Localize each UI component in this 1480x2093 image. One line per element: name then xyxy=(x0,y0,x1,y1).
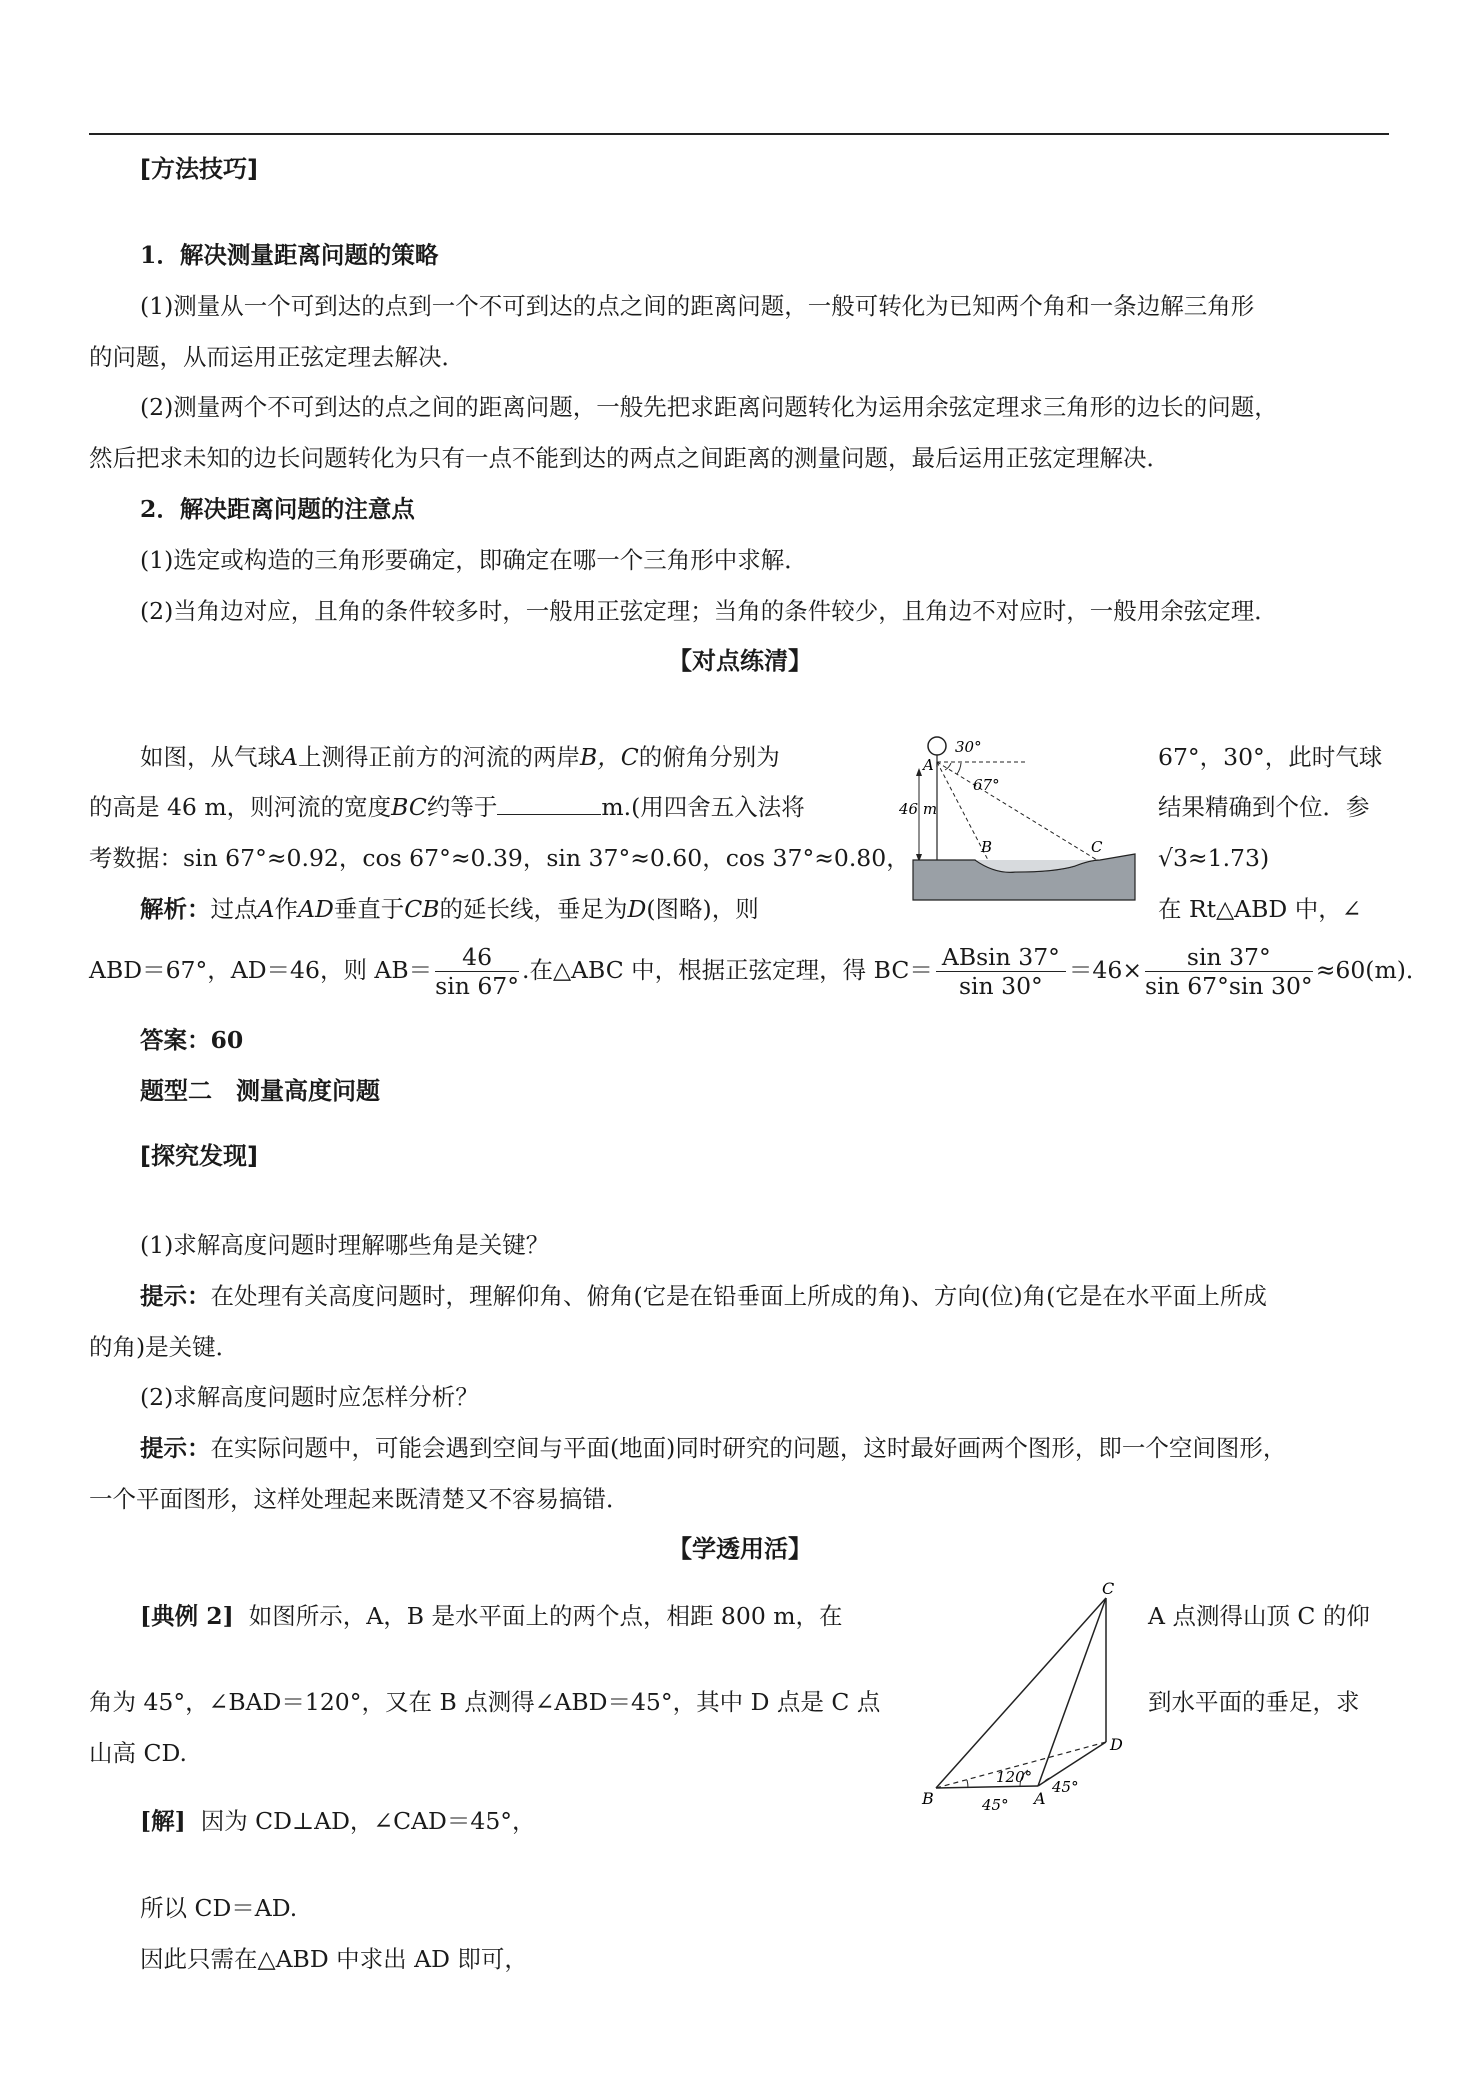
svg-text:B: B xyxy=(981,838,993,856)
practice-line2: 的高是 46 m，则河流的宽度BC约等于 m.(用四舍五入法将 xyxy=(89,793,805,821)
type2-hint1a: 提示：在处理有关高度问题时，理解仰角、俯角(它是在铅垂面上所成的角)、方向(位)角(它是在水平面上所成 xyxy=(140,1282,1267,1310)
practice-line3: 考数据：sin 67°≈0.92，cos 67°≈0.39，sin 37°≈0.60，cos 37°≈0.80， xyxy=(89,844,910,872)
study-title: 【学透用活】 xyxy=(668,1535,812,1563)
svg-text:A: A xyxy=(923,756,934,774)
example-solution-line3: 因此只需在△ABD 中求出 AD 即可， xyxy=(140,1945,528,1973)
balloon-river-figure xyxy=(899,732,1135,904)
example-line3: 山高 CD. xyxy=(89,1739,187,1767)
method-p1-2a: (2)测量两个不可到达的点之间的距离问题，一般先把求距离问题转化为运用余弦定理求三角形的边长的问题， xyxy=(140,393,1278,421)
practice-answer: 答案：60 xyxy=(140,1026,244,1054)
svg-text:A: A xyxy=(1034,1789,1046,1808)
balloon-icon xyxy=(928,737,946,755)
solution-line2: ABD＝67°，AD＝46，则 AB＝ $\frac{46}{\sin 67^\circ}$ .在△ABC 中，根据正弦定理，得 BC＝ $\frac{ABsin 37^\circ}{\sin 30^\circ}$ ＝46× $\frac{\sin 37^\circ}{\sin 67^\circ\sin 30^\circ}$ ≈60(m)． xyxy=(89,943,1430,1000)
method-p1-2b: 然后把求未知的边长问题转化为只有一点不能到达的两点之间距离的测量问题，最后运用正弦定理解决． xyxy=(89,444,1170,472)
svg-text:C: C xyxy=(1102,1579,1115,1598)
practice-line3-right: √3≈1.73) xyxy=(1158,844,1270,872)
type2-title: 题型二 测量高度问题 xyxy=(140,1077,380,1105)
method-p2-1: (1)选定或构造的三角形要确定，即确定在哪一个三角形中求解． xyxy=(140,546,808,574)
method-p2-2: (2)当角边对应，且角的条件较多时，一般用正弦定理；当角的条件较少，且角边不对应时，一般用余弦定理． xyxy=(140,597,1278,625)
method-p2-title: 2．解决距离问题的注意点 xyxy=(140,495,415,523)
type2-hint1b: 的角)是关键． xyxy=(89,1333,240,1361)
practice-line2-right: 结果精确到个位．参 xyxy=(1158,793,1370,821)
svg-text:30°: 30° xyxy=(955,738,982,756)
svg-text:120°: 120° xyxy=(996,1768,1033,1786)
method-p1-1b: 的问题，从而运用正弦定理去解决． xyxy=(89,343,465,371)
type2-q2: (2)求解高度问题时应怎样分析？ xyxy=(140,1383,479,1411)
example-line1: [典例 2] 如图所示，A，B 是水平面上的两个点，相距 800 m，在 xyxy=(140,1602,843,1630)
example-solution-line1: [解] 因为 CD⊥AD，∠CAD＝45°， xyxy=(140,1807,536,1835)
method-title: [方法技巧] xyxy=(140,155,258,183)
svg-text:46 m: 46 m xyxy=(899,800,938,818)
answer-blank xyxy=(497,792,601,815)
svg-text:45°: 45° xyxy=(982,1796,1009,1814)
practice-line1: 如图，从气球A上测得正前方的河流的两岸B，C的俯角分别为 xyxy=(140,743,780,771)
solution-line1: 解析：过点A作AD垂直于CB的延长线，垂足为D(图略)，则 xyxy=(140,895,759,923)
practice-title: 【对点练清】 xyxy=(668,647,812,675)
type2-q1: (1)求解高度问题时理解哪些角是关键？ xyxy=(140,1231,550,1259)
fraction-result: $\frac{\sin 37^\circ}{\sin 67^\circ\sin 30^\circ}$ xyxy=(1145,943,1313,1000)
fraction-ab: $\frac{46}{\sin 67^\circ}$ xyxy=(435,943,520,1000)
method-p1-1a: (1)测量从一个可到达的点到一个不可到达的点之间的距离问题，一般可转化为已知两个角和一条边解三角形 xyxy=(140,292,1255,320)
example-line2-right: 到水平面的垂足，求 xyxy=(1148,1688,1360,1716)
svg-text:67°: 67° xyxy=(973,776,1000,794)
practice-line1-right: 67°，30°，此时气球 xyxy=(1158,743,1383,771)
svg-text:D: D xyxy=(1110,1735,1123,1754)
solution-line1-right: 在 Rt△ABD 中，∠ xyxy=(1158,895,1362,923)
method-p1-title: 1．解决测量距离问题的策略 xyxy=(140,241,439,269)
type2-hint2a: 提示：在实际问题中，可能会遇到空间与平面(地面)同时研究的问题，这时最好画两个图形，即一个空间图形， xyxy=(140,1434,1287,1462)
type2-explore: [探究发现] xyxy=(140,1142,258,1170)
svg-text:45°: 45° xyxy=(1052,1778,1079,1796)
example-line2: 角为 45°，∠BAD＝120°，又在 B 点测得∠ABD＝45°，其中 D 点是 C 点 xyxy=(89,1688,881,1716)
svg-text:B: B xyxy=(922,1789,934,1808)
example-solution-line2: 所以 CD＝AD. xyxy=(140,1894,298,1922)
fraction-bc: $\frac{ABsin 37^\circ}{\sin 30^\circ}$ xyxy=(936,943,1066,1000)
svg-text:C: C xyxy=(1091,838,1103,856)
type2-hint2b: 一个平面图形，这样处理起来既清楚又不容易搞错． xyxy=(89,1485,630,1513)
example-line1-right: A 点测得山顶 C 的仰 xyxy=(1148,1602,1370,1630)
mountain-figure xyxy=(920,1579,1150,1822)
top-rule xyxy=(89,133,1389,135)
